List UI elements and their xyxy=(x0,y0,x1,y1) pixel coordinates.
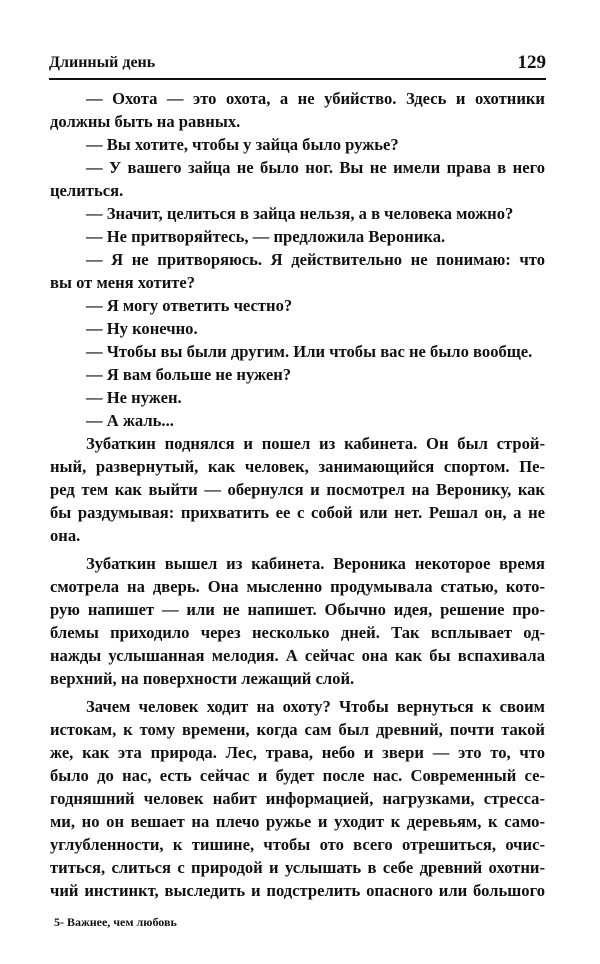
text-line: — Вы хотите, чтобы у зайца было ружье? xyxy=(86,135,399,154)
running-title: Длинный день xyxy=(49,54,156,71)
text-line: смотрела на дверь. Она мысленно продумывала статью, кото- xyxy=(50,577,545,596)
text-line: было до нас, есть сейчас и будет после нас. Современный се- xyxy=(50,766,545,785)
text-line: чий инстинкт, выследить и подстрелить опасного или большого xyxy=(50,881,545,900)
text-line: — Значит, целиться в зайца нельзя, а в человека можно? xyxy=(86,204,514,223)
text-line: верхний, на поверхности лежащий слой. xyxy=(50,669,355,688)
text-line: Зубаткин поднялся и пошел из кабинета. Он был строй- xyxy=(86,434,545,453)
text-line: — Охота — это охота, а не убийство. Здесь и охотники xyxy=(86,89,545,108)
text-line: — Чтобы вы были другим. Или чтобы вас не было вообще. xyxy=(86,342,533,361)
page-header xyxy=(49,52,546,76)
text-line: Зачем человек ходит на охоту? Чтобы вернуться к своим xyxy=(86,697,545,716)
text-line: ред тем как выйти — обернулся и посмотрел на Веронику, как xyxy=(50,480,545,499)
text-line: — Я могу ответить честно? xyxy=(86,296,293,315)
text-line: ми, но он вешает на плечо ружье и уходит к деревьям, к само- xyxy=(50,812,545,831)
text-line: нажды услышанная мелодия. А сейчас она как бы вспахивала xyxy=(50,646,545,665)
text-line: должны быть на равных. xyxy=(50,112,241,131)
text-line: — Не нужен. xyxy=(86,388,182,407)
text-line: Зубаткин вышел из кабинета. Вероника некоторое время xyxy=(86,554,545,573)
text-line: годняшний человек набит информацией, нагрузками, стресса- xyxy=(50,789,545,808)
text-line: — Ну конечно. xyxy=(86,319,198,338)
text-line: углубленности, к тишине, чтобы ото всего отрешиться, очис- xyxy=(50,835,545,854)
text-line: рую напишет — или не напишет. Обычно идея, решение про- xyxy=(50,600,545,619)
text-line: — Я не притворяюсь. Я действительно не понимаю: что xyxy=(86,250,545,269)
text-line: же, как эта природа. Лес, трава, небо и звери — это то, что xyxy=(50,743,545,762)
text-line: ный, развернутый, как человек, занимающийся спортом. Пе- xyxy=(50,457,545,476)
text-line: — У вашего зайца не было ног. Вы не имели права в него xyxy=(86,158,545,177)
text-line: бы раздумывая: прихватить ее с собой или нет. Решал он, а не xyxy=(50,503,545,522)
text-line: — Не притворяйтесь, — предложила Вероника. xyxy=(86,227,446,246)
footer-signature: 5- Важнее, чем любовь xyxy=(54,915,177,929)
text-line: — Я вам больше не нужен? xyxy=(86,365,292,384)
text-line: целиться. xyxy=(50,181,124,200)
header-rule xyxy=(49,78,546,80)
text-line: вы от меня хотите? xyxy=(50,273,196,292)
text-line: истокам, к тому времени, когда сам был древний, почти такой xyxy=(50,720,545,739)
page-number: 129 xyxy=(517,52,546,73)
text-line: титься, слиться с природой и услышать в себе древний охотни- xyxy=(50,858,545,877)
text-line: она. xyxy=(50,526,81,545)
text-line: блемы приходило через несколько дней. Так всплывает од- xyxy=(50,623,545,642)
body-text xyxy=(50,87,545,902)
text-line: — А жаль... xyxy=(86,411,174,430)
